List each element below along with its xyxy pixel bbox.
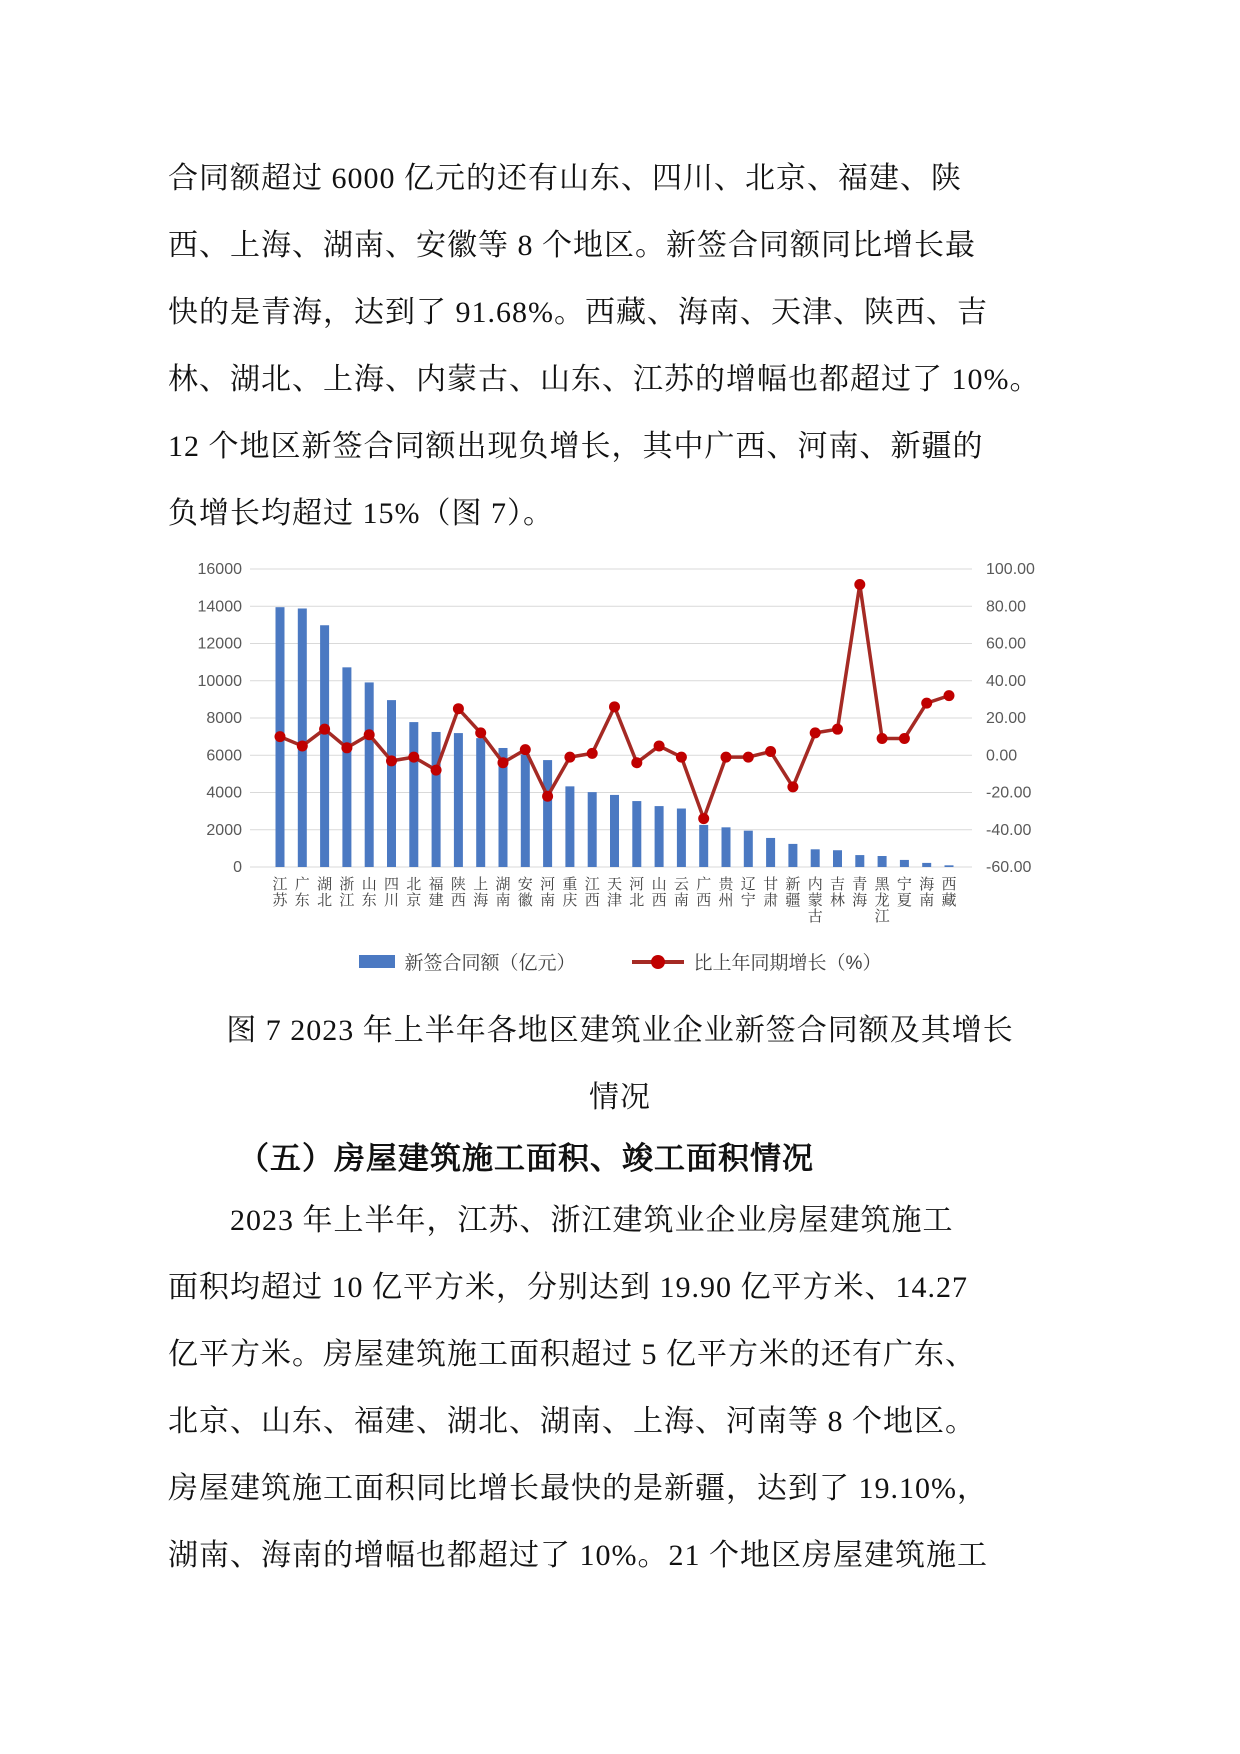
bar-贵州: [722, 827, 731, 867]
left-axis-tick: 12000: [197, 635, 242, 653]
bar-海南: [922, 863, 931, 867]
bar-吉林: [833, 850, 842, 867]
growth-marker-安徽: [520, 744, 531, 755]
right-axis-tick: 60.00: [986, 635, 1027, 653]
growth-marker-河南: [542, 791, 553, 802]
bar-河北: [632, 801, 641, 867]
right-axis-tick: -40.00: [986, 821, 1032, 839]
bar-云南: [677, 809, 686, 867]
growth-marker-上海: [475, 727, 486, 738]
x-axis-label-湖北: 湖北: [317, 877, 333, 909]
x-axis-label-安徽: 安徽: [517, 877, 533, 909]
right-axis-tick: 100.00: [986, 561, 1035, 578]
x-axis-label-江西: 江西: [584, 877, 600, 909]
x-axis-label-浙江: 浙江: [339, 877, 355, 909]
left-axis-tick: 14000: [197, 598, 242, 616]
bar-青海: [855, 855, 864, 867]
growth-marker-甘肃: [765, 746, 776, 757]
growth-marker-四川: [386, 755, 397, 766]
figure-caption-line1: 图 7 2023 年上半年各地区建筑业企业新签合同额及其增长: [226, 1014, 1014, 1047]
bar-辽宁: [744, 831, 753, 867]
para2-line1: 2023 年上半年，江苏、浙江建筑业企业房屋建筑施工: [230, 1204, 954, 1237]
bar-山东: [365, 682, 374, 867]
para1-line3: 快的是青海，达到了 91.68%。西藏、海南、天津、陕西、吉: [168, 296, 988, 329]
bar-黑龙江: [878, 856, 887, 867]
growth-marker-广西: [698, 813, 709, 824]
para2-line3: 亿平方米。房屋建筑施工面积超过 5 亿平方米的还有广东、: [168, 1338, 976, 1371]
bar-广西: [699, 825, 708, 867]
bar-安徽: [521, 754, 530, 867]
legend-item-bar: [359, 948, 576, 975]
growth-marker-河北: [631, 757, 642, 768]
growth-marker-广东: [297, 740, 308, 751]
growth-marker-湖北: [319, 724, 330, 735]
x-axis-label-江苏: 江苏: [272, 877, 288, 909]
right-axis-tick: 0.00: [986, 747, 1018, 765]
bar-湖北: [320, 625, 329, 867]
bar-浙江: [342, 667, 351, 867]
growth-marker-吉林: [832, 724, 843, 735]
growth-marker-黑龙江: [877, 733, 888, 744]
growth-marker-辽宁: [743, 752, 754, 763]
x-axis-label-北京: 北京: [406, 877, 422, 909]
line-marker-dot: [651, 955, 665, 969]
x-axis-label-河南: 河南: [540, 877, 556, 909]
bar-陕西: [454, 733, 463, 867]
bar-北京: [409, 722, 418, 867]
figure-caption-line2: 情况: [589, 1081, 651, 1114]
x-axis-label-山西: 山西: [651, 877, 667, 909]
para1-line1: 合同额超过 6000 亿元的还有山东、四川、北京、福建、陕: [168, 162, 962, 195]
left-axis-tick: 6000: [206, 747, 242, 765]
legend-bar-label: 新签合同额（亿元）: [404, 953, 576, 974]
growth-marker-西藏: [944, 690, 955, 701]
bar-甘肃: [766, 838, 775, 867]
x-axis-label-宁夏: 宁夏: [896, 877, 912, 909]
growth-marker-内蒙古: [810, 727, 821, 738]
growth-marker-浙江: [341, 742, 352, 753]
right-axis-tick: 80.00: [986, 598, 1027, 616]
x-axis-label-青海: 青海: [852, 877, 868, 909]
left-axis-tick: 8000: [206, 710, 242, 727]
growth-marker-青海: [854, 579, 865, 590]
chart-legend: [0, 948, 1240, 975]
bar-河南: [543, 760, 552, 867]
growth-marker-重庆: [564, 752, 575, 763]
growth-marker-陕西: [453, 703, 464, 714]
left-axis-tick: 2000: [206, 821, 242, 839]
x-axis-label-云南: 云南: [673, 877, 689, 909]
left-axis-tick: 10000: [197, 672, 242, 690]
growth-marker-贵州: [721, 752, 732, 763]
growth-marker-新疆: [787, 781, 798, 792]
growth-marker-宁夏: [899, 733, 910, 744]
bar-西藏: [945, 865, 954, 867]
x-axis-label-西藏: 西藏: [941, 877, 957, 909]
right-axis-tick: -60.00: [986, 859, 1032, 876]
bar-四川: [387, 700, 396, 867]
x-axis-label-辽宁: 辽宁: [740, 877, 756, 909]
x-axis-label-黑龙江: 黑龙江: [874, 877, 890, 925]
x-axis-label-福建: 福建: [428, 877, 444, 909]
bar-重庆: [565, 786, 574, 867]
growth-marker-山东: [364, 729, 375, 740]
line-series-swatch: [632, 960, 684, 964]
bar-内蒙古: [811, 849, 820, 867]
para1-line5: 12 个地区新签合同额出现负增长，其中广西、河南、新疆的: [168, 430, 984, 463]
growth-marker-海南: [921, 698, 932, 709]
chart-canvas: [150, 545, 1090, 965]
growth-marker-北京: [408, 752, 419, 763]
x-axis-label-河北: 河北: [629, 877, 645, 909]
bar-山西: [655, 806, 664, 867]
growth-marker-山西: [654, 740, 665, 751]
x-axis-label-重庆: 重庆: [562, 877, 578, 909]
para1-line4: 林、湖北、上海、内蒙古、山东、江苏的增幅也都超过了 10%。: [168, 363, 1041, 396]
para2-line5: 房屋建筑施工面积同比增长最快的是新疆，达到了 19.10%，: [168, 1472, 988, 1505]
x-axis-label-广东: 广东: [294, 877, 310, 909]
bar-江西: [588, 792, 597, 867]
right-axis-tick: 20.00: [986, 710, 1027, 727]
bar-新疆: [788, 844, 797, 867]
x-axis-label-海南: 海南: [919, 877, 935, 909]
bar-天津: [610, 795, 619, 867]
left-axis-tick: 16000: [197, 561, 242, 578]
x-axis-label-四川: 四川: [383, 877, 400, 909]
growth-marker-江苏: [275, 731, 286, 742]
legend-item-line: [632, 948, 882, 975]
bar-宁夏: [900, 860, 909, 867]
bar-上海: [476, 738, 485, 867]
section-heading: （五）房屋建筑施工面积、竣工面积情况: [238, 1141, 814, 1176]
x-axis-label-甘肃: 甘肃: [763, 877, 779, 909]
right-axis-tick: -20.00: [986, 784, 1032, 802]
para2-line2: 面积均超过 10 亿平方米，分别达到 19.90 亿平方米、14.27: [168, 1271, 968, 1304]
left-axis-tick: 4000: [206, 784, 242, 802]
growth-marker-湖南: [498, 757, 509, 768]
para2-line4: 北京、山东、福建、湖北、湖南、上海、河南等 8 个地区。: [168, 1405, 976, 1438]
x-axis-label-上海: 上海: [473, 877, 489, 909]
x-axis-label-内蒙古: 内蒙古: [807, 877, 823, 925]
x-axis-label-湖南: 湖南: [495, 877, 511, 909]
legend-line-label: 比上年同期增长（%）: [693, 953, 882, 974]
bar-广东: [298, 608, 307, 867]
x-axis-label-吉林: 吉林: [829, 877, 846, 909]
figure7-chart: [150, 545, 1090, 965]
left-axis-tick: 0: [233, 859, 242, 876]
x-axis-label-山东: 山东: [361, 877, 377, 909]
growth-marker-云南: [676, 752, 687, 763]
para2-line6: 湖南、海南的增幅也都超过了 10%。21 个地区房屋建筑施工: [168, 1539, 988, 1572]
right-axis-tick: 40.00: [986, 672, 1027, 690]
bar-series-swatch: [359, 955, 395, 968]
para1-line6: 负增长均超过 15%（图 7）。: [168, 497, 554, 530]
para1-line2: 西、上海、湖南、安徽等 8 个地区。新签合同额同比增长最: [168, 229, 976, 262]
x-axis-label-广西: 广西: [696, 877, 712, 909]
x-axis-label-天津: 天津: [606, 877, 623, 909]
growth-marker-天津: [609, 701, 620, 712]
growth-marker-福建: [431, 765, 442, 776]
bar-福建: [432, 732, 441, 867]
growth-marker-江西: [587, 748, 598, 759]
x-axis-label-陕西: 陕西: [450, 877, 466, 909]
x-axis-label-贵州: 贵州: [718, 877, 734, 909]
x-axis-label-新疆: 新疆: [785, 877, 801, 909]
